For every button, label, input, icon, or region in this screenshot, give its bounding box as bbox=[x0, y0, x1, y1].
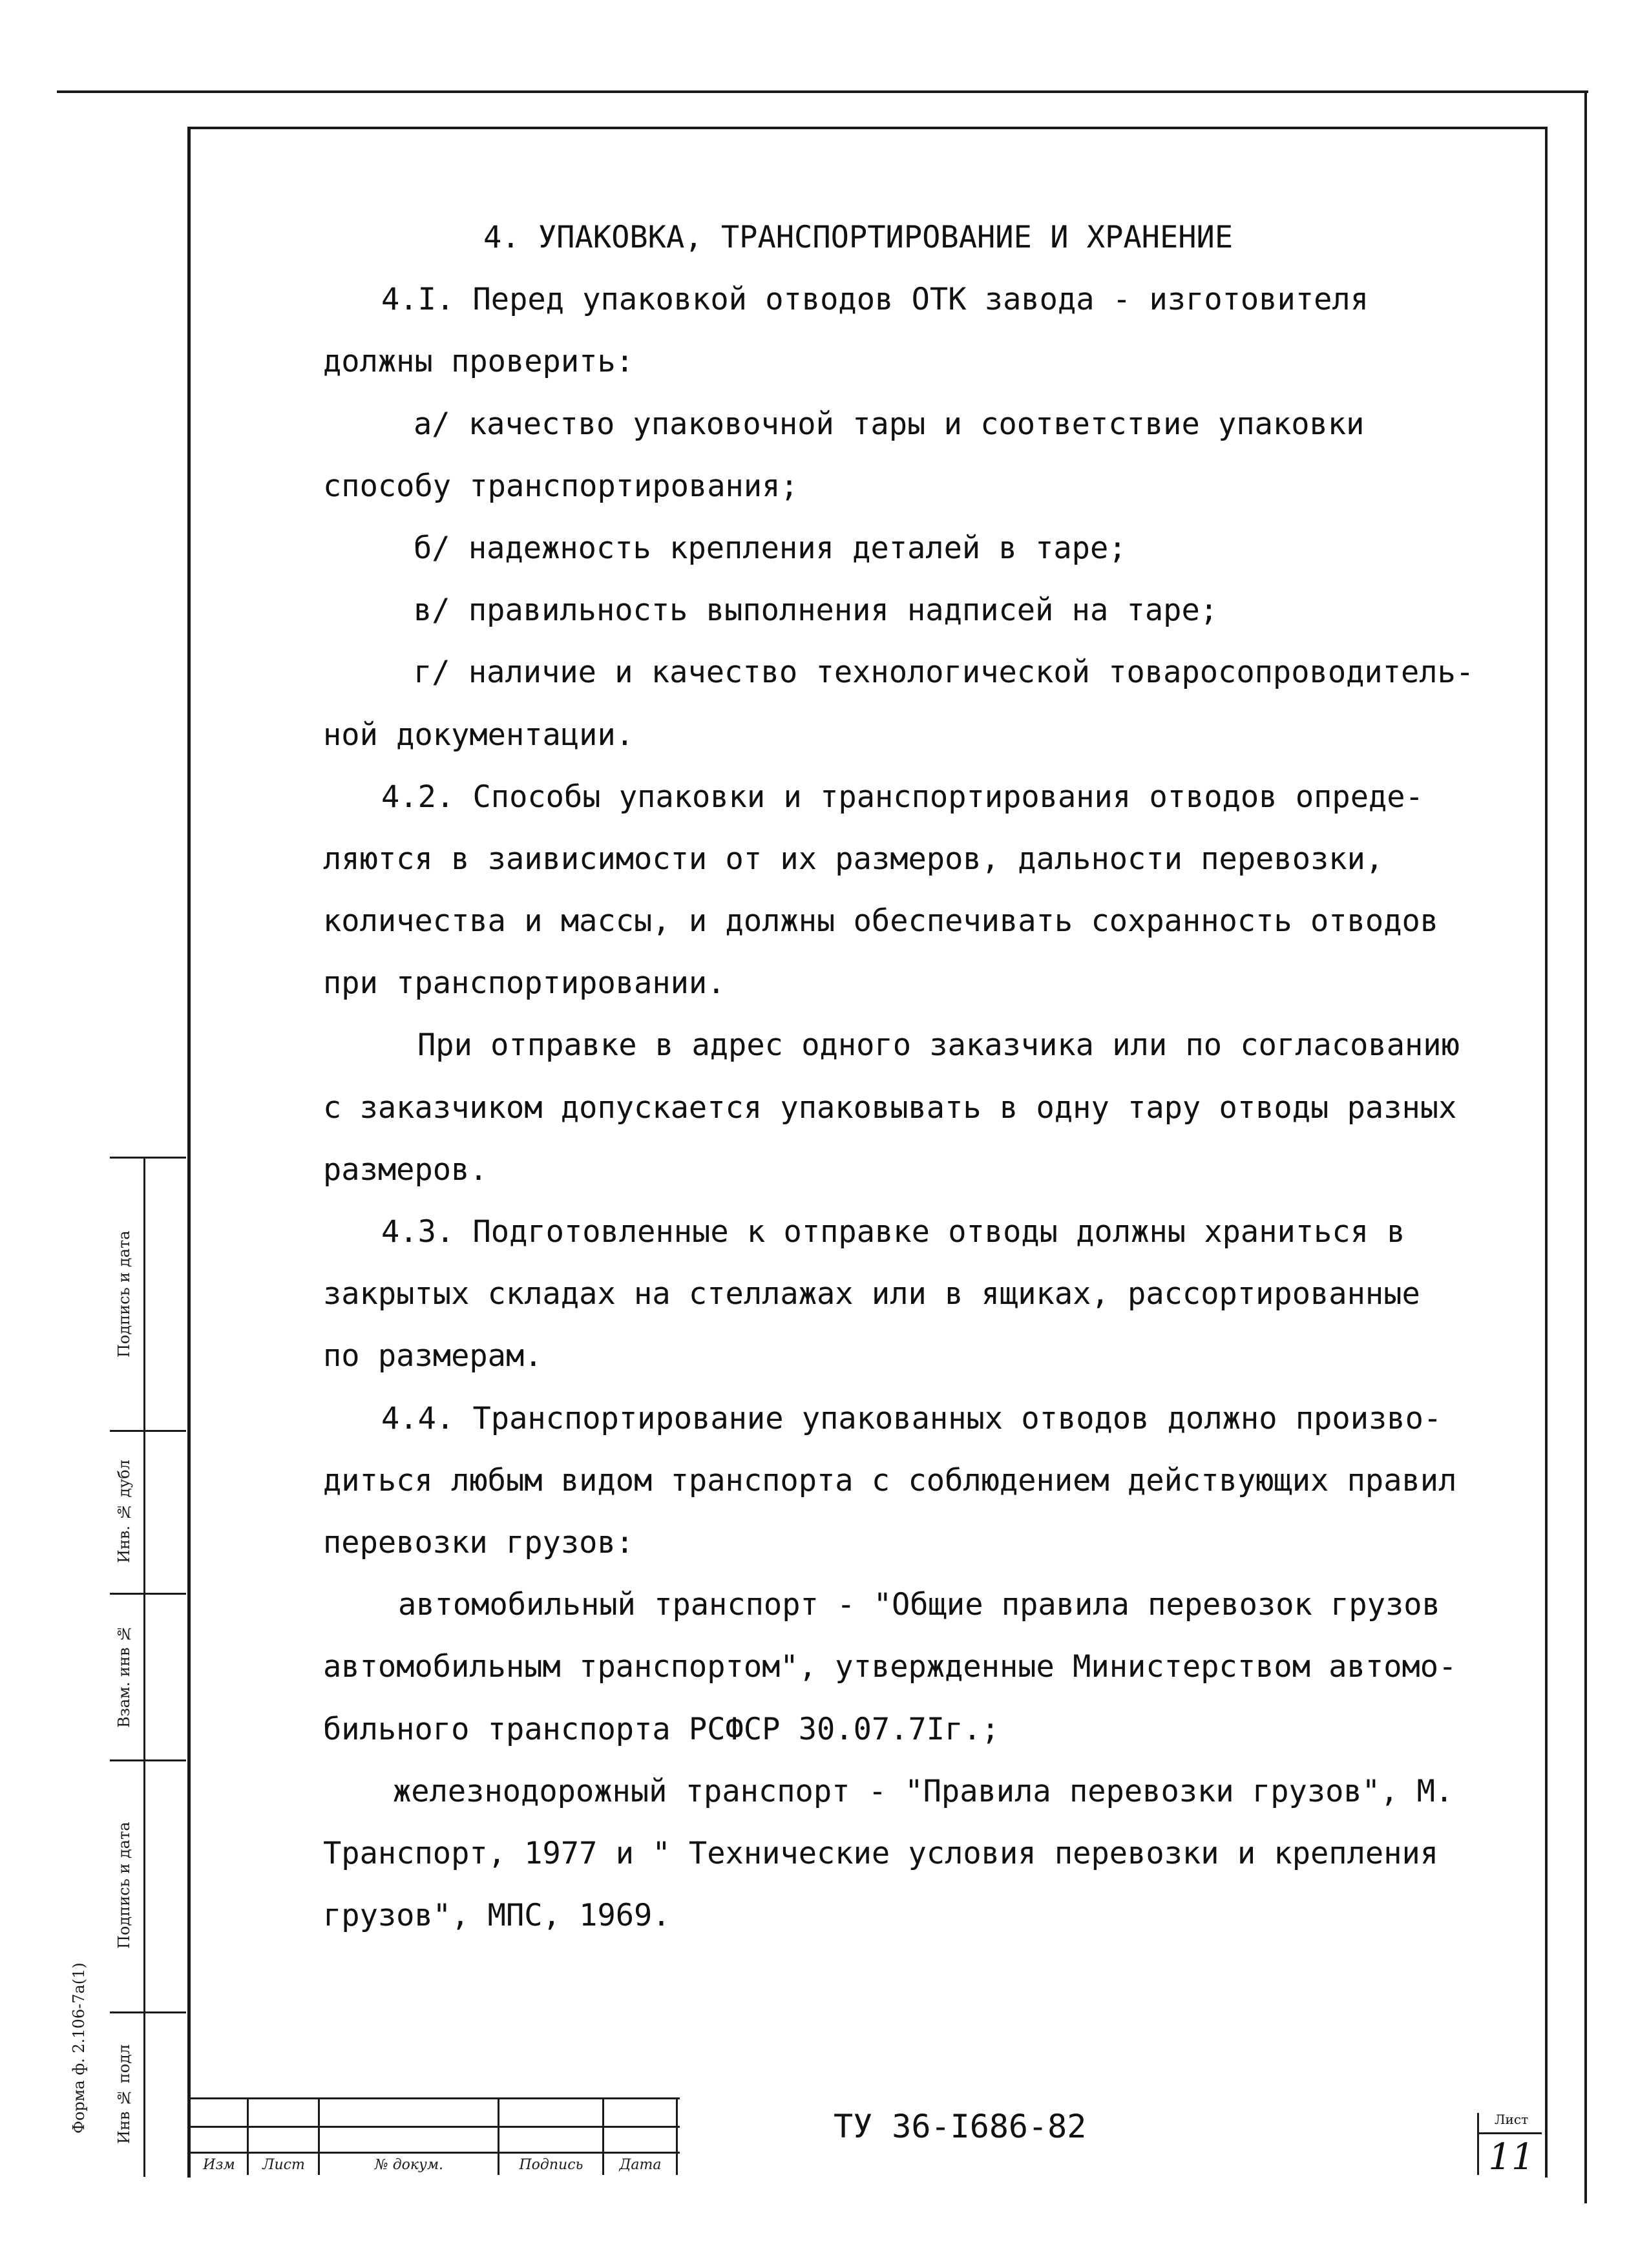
title-block-rule bbox=[247, 2097, 249, 2175]
strip-label-signature-date: Подпись и дата bbox=[115, 1230, 133, 1358]
title-block-header-date: Дата bbox=[619, 2157, 662, 2173]
title-block-rule bbox=[602, 2097, 604, 2175]
title-block-rule bbox=[189, 2126, 680, 2128]
text-line: по размерам. bbox=[323, 1338, 543, 1374]
text-line: диться любым видом транспорта с соблюдением действующих правил bbox=[323, 1462, 1457, 1498]
title-block-header-sheet: Лист bbox=[262, 2157, 305, 2173]
form-code: Форма ф. 2.106-7а(1) bbox=[70, 1962, 88, 2134]
outer-frame-right bbox=[1584, 90, 1587, 2203]
text-line: бильного транспорта РСФСР 30.07.7Iг.; bbox=[323, 1711, 1000, 1747]
text-line: г/ наличие и качество технологической товаросопроводитель- bbox=[414, 655, 1475, 691]
strip-label-original-inventory: Инв № подл bbox=[115, 2044, 133, 2145]
text-line: перевозки грузов: bbox=[323, 1524, 635, 1560]
text-line: грузов", МПС, 1969. bbox=[323, 1898, 671, 1934]
text-line: закрытых складах на стеллажах или в ящиках, рассортированные bbox=[323, 1276, 1420, 1312]
text-line: б/ надежность крепления деталей в таре; bbox=[414, 530, 1127, 566]
text-line: способу транспортирования; bbox=[323, 468, 799, 504]
title-block-rule bbox=[318, 2097, 320, 2175]
title-block-header-change: Изм bbox=[203, 2157, 235, 2173]
text-line: в/ правильность выполнения надписей на таре; bbox=[414, 593, 1219, 629]
document-body bbox=[323, 207, 1525, 1947]
text-line: Транспорт, 1977 и " Технические условия перевозки и крепления bbox=[323, 1835, 1439, 1871]
title-block-header-signature: Подпись bbox=[519, 2157, 583, 2173]
title-block-rule bbox=[676, 2097, 678, 2175]
approval-strip bbox=[110, 1157, 186, 2177]
text-line: автомобильным транспортом", утвержденные Министерством автомо- bbox=[323, 1649, 1457, 1685]
text-line: автомобильный транспорт - "Общие правила перевозок грузов bbox=[398, 1587, 1440, 1623]
title-block-rule bbox=[189, 2097, 680, 2099]
sheet-box-divider bbox=[1477, 2132, 1542, 2134]
text-line: 4.2. Способы упаковки и транспортирования отводов опреде- bbox=[381, 779, 1423, 815]
strip-label-signature-date: Подпись и дата bbox=[115, 1822, 133, 1949]
document-number: ТУ 36-I686-82 bbox=[834, 2108, 1087, 2145]
title-block-rule bbox=[189, 2152, 680, 2154]
sheet-number: 11 bbox=[1488, 2136, 1535, 2178]
text-line: должны проверить: bbox=[323, 344, 635, 380]
text-line: размеров. bbox=[323, 1151, 488, 1188]
text-line: 4.4. Транспортирование упакованных отводов должно произво- bbox=[381, 1400, 1442, 1436]
title-block-rule bbox=[498, 2097, 499, 2175]
text-line: а/ качество упаковочной тары и соответствие упаковки bbox=[414, 406, 1365, 442]
text-line: При отправке в адрес одного заказчика или по согласованию bbox=[417, 1027, 1460, 1064]
title-block-header-document: № докум. bbox=[374, 2157, 444, 2173]
text-line: ляются в заивисимости от их размеров, дальности перевозки, bbox=[323, 841, 1384, 877]
text-line: ной документации. bbox=[323, 717, 635, 753]
text-line: 4. УПАКОВКА, ТРАНСПОРТИРОВАНИЕ И ХРАНЕНИЕ bbox=[483, 220, 1234, 255]
text-line: с заказчиком допускается упаковывать в одну тару отводы разных bbox=[323, 1089, 1457, 1126]
text-line: 4.I. Перед упаковкой отводов ОТК завода - изготовителя bbox=[381, 282, 1369, 318]
text-line: количества и массы, и должны обеспечивать сохранность отводов bbox=[323, 903, 1439, 940]
strip-label-replaced-inventory: Взам. инв № bbox=[115, 1624, 133, 1728]
text-line: 4.3. Подготовленные к отправке отводы должны храниться в bbox=[381, 1214, 1405, 1250]
text-line: при транспортировании. bbox=[323, 965, 726, 1002]
strip-label-dup-inventory: Инв. № дубл bbox=[115, 1460, 133, 1563]
sheet-label: Лист bbox=[1494, 2112, 1529, 2127]
text-line: железнодорожный транспорт - "Правила перевозки грузов", М. bbox=[393, 1773, 1454, 1809]
